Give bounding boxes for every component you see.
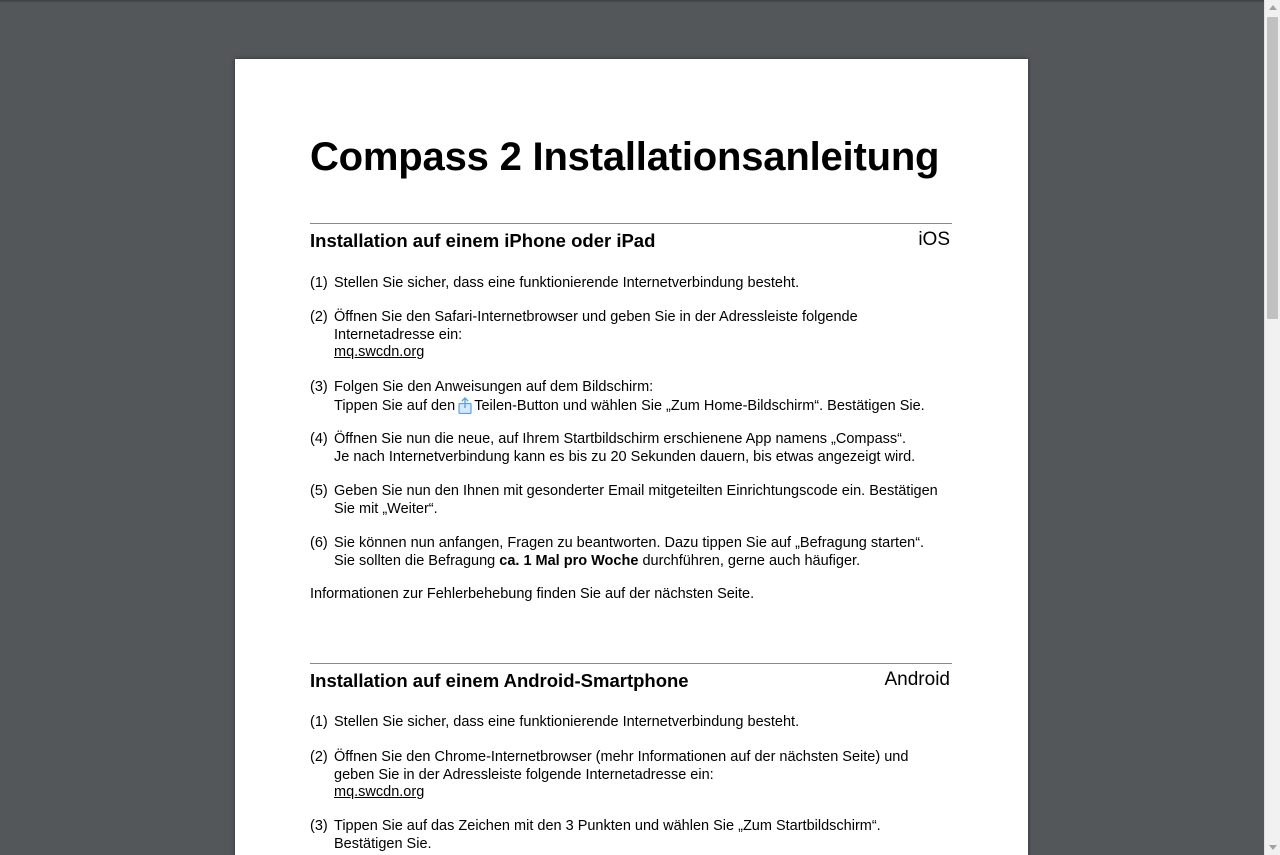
step-number: (1) <box>310 275 328 291</box>
document-page <box>235 59 1028 855</box>
scroll-down-arrow-icon[interactable] <box>1269 845 1277 850</box>
step-line: Stellen Sie sicher, dass eine funktionierende Internetverbindung besteht. <box>334 275 800 291</box>
section-android <box>310 663 952 852</box>
step-text <box>334 309 954 362</box>
step-number: (3) <box>310 818 328 834</box>
section-header <box>310 664 952 694</box>
document-title: Compass 2 Installationsanleitung <box>310 135 940 179</box>
step-text-fragment: durchführen, gerne auch häufiger. <box>642 552 861 569</box>
step-line: Sie mit „Weiter“. <box>334 500 438 517</box>
step-line: Folgen Sie den Anweisungen auf dem Bildschirm: <box>334 379 654 395</box>
step-line: Öffnen Sie nun die neue, auf Ihrem Startbildschirm erschienene App namens „Compass“. <box>334 431 906 447</box>
section-title: Installation auf einem iPhone oder iPad <box>310 230 656 251</box>
step-text <box>334 714 954 732</box>
step-number: (4) <box>310 431 328 447</box>
toolbar-shadow <box>0 0 1264 3</box>
section-title: Installation auf einem Android-Smartphone <box>310 670 689 691</box>
step-text-fragment: Teilen-Button und wählen Sie „Zum Home-Bildschirm“. Bestätigen Sie. <box>474 397 925 414</box>
step-line <box>334 553 954 571</box>
section-ios <box>310 223 952 602</box>
step-line: geben Sie in der Adressleiste folgende Internetadresse ein: <box>334 766 714 783</box>
step-number: (2) <box>310 309 328 325</box>
section-header <box>310 224 952 254</box>
step-text-fragment: Sie sollten die Befragung <box>334 552 496 569</box>
step-line: Öffnen Sie den Safari-Internetbrowser und geben Sie in der Adressleiste folgende <box>334 309 858 325</box>
step-number: (6) <box>310 535 328 551</box>
step-line: Tippen Sie auf das Zeichen mit den 3 Punkten und wählen Sie „Zum Startbildschirm“. <box>334 818 881 834</box>
step-text-fragment: Tippen Sie auf den <box>334 397 456 414</box>
step-number: (3) <box>310 379 328 395</box>
step-text <box>334 749 954 802</box>
step-line: Sie können nun anfangen, Fragen zu beantworten. Dazu tippen Sie auf „Befragung starten“. <box>334 535 925 551</box>
step-text <box>334 379 954 415</box>
vertical-scrollbar[interactable] <box>1264 0 1280 855</box>
step-line: Je nach Internetverbindung kann es bis zu 20 Sekunden dauern, bis etwas angezeigt wird. <box>334 448 916 465</box>
step-line: Stellen Sie sicher, dass eine funktionierende Internetverbindung besteht. <box>334 714 800 730</box>
step-number: (2) <box>310 749 328 765</box>
scroll-thumb[interactable] <box>1267 17 1278 319</box>
emphasis-text: ca. 1 Mal pro Woche <box>499 552 639 569</box>
step-text <box>334 275 954 293</box>
share-icon <box>457 397 473 414</box>
troubleshooting-note: Informationen zur Fehlerbehebung finden Sie auf der nächsten Seite. <box>310 586 755 602</box>
step-text <box>334 483 954 518</box>
section-platform-label: iOS <box>918 229 950 250</box>
install-url-link[interactable]: mq.swcdn.org <box>334 784 425 800</box>
step-line: Öffnen Sie den Chrome-Internetbrowser (mehr Informationen auf der nächsten Seite) und <box>334 749 909 765</box>
step-text <box>334 431 954 466</box>
step-number: (5) <box>310 483 328 499</box>
step-line: Geben Sie nun den Ihnen mit gesonderter Email mitgeteilten Einrichtungscode ein. Bestätigen <box>334 483 938 499</box>
step-line: Bestätigen Sie. <box>334 835 432 852</box>
step-number: (1) <box>310 714 328 730</box>
step-line <box>334 397 954 416</box>
install-url-link[interactable]: mq.swcdn.org <box>334 344 425 360</box>
step-text <box>334 818 954 853</box>
step-line: Internetadresse ein: <box>334 326 463 343</box>
scroll-up-arrow-icon[interactable] <box>1269 5 1277 10</box>
step-text <box>334 535 954 570</box>
section-platform-label: Android <box>884 669 950 690</box>
